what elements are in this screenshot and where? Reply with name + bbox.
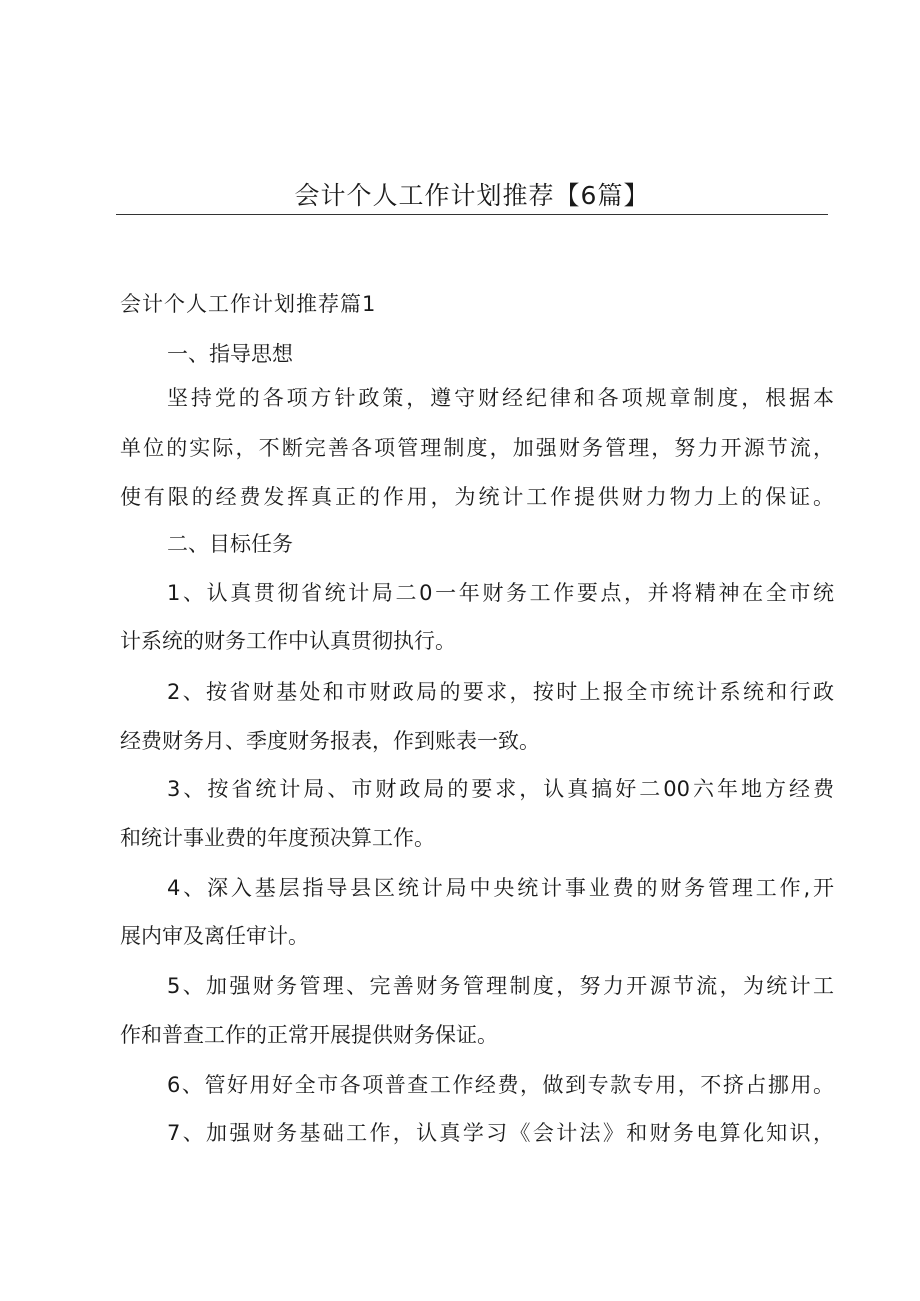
section-heading: 会计个人工作计划推荐篇1: [120, 292, 377, 316]
heading-objectives: 二、目标任务: [167, 532, 293, 556]
paragraph-line: 坚持党的各项方针政策，遵守财经纪律和各项规章制度，根据本: [167, 386, 834, 410]
list-item-line: 6、管好用好全市各项普查工作经费，做到专款专用，不挤占挪用。: [167, 1073, 834, 1097]
list-item-line: 作和普查工作的正常开展提供财务保证。: [120, 1023, 498, 1047]
heading-guiding-ideology: 一、指导思想: [167, 342, 293, 366]
paragraph-line: 使有限的经费发挥真正的作用，为统计工作提供财力物力上的保证。: [120, 485, 834, 509]
list-item-line: 1、认真贯彻省统计局二0一年财务工作要点，并将精神在全市统: [167, 581, 834, 605]
list-item-line: 经费财务月、季度财务报表，作到账表一致。: [120, 729, 540, 753]
title-underline: [116, 214, 828, 215]
document-title: 会计个人工作计划推荐【6篇】: [294, 181, 650, 210]
list-item-line: 展内审及离任审计。: [120, 924, 309, 948]
list-item-line: 和统计事业费的年度预决算工作。: [120, 826, 435, 850]
list-item-line: 计系统的财务工作中认真贯彻执行。: [120, 629, 456, 653]
list-item-line: 5、加强财务管理、完善财务管理制度，努力开源节流，为统计工: [167, 974, 834, 998]
list-item-line: 2、按省财基处和市财政局的要求，按时上报全市统计系统和行政: [167, 680, 834, 704]
list-item-line: 4、深入基层指导县区统计局中央统计事业费的财务管理工作,开: [167, 876, 834, 900]
paragraph-line: 单位的实际，不断完善各项管理制度，加强财务管理，努力开源节流，: [120, 436, 834, 460]
list-item-line: 3、按省统计局、市财政局的要求，认真搞好二00六年地方经费: [167, 777, 834, 801]
list-item-line: 7、加强财务基础工作，认真学习《会计法》和财务电算化知识，: [167, 1121, 834, 1145]
